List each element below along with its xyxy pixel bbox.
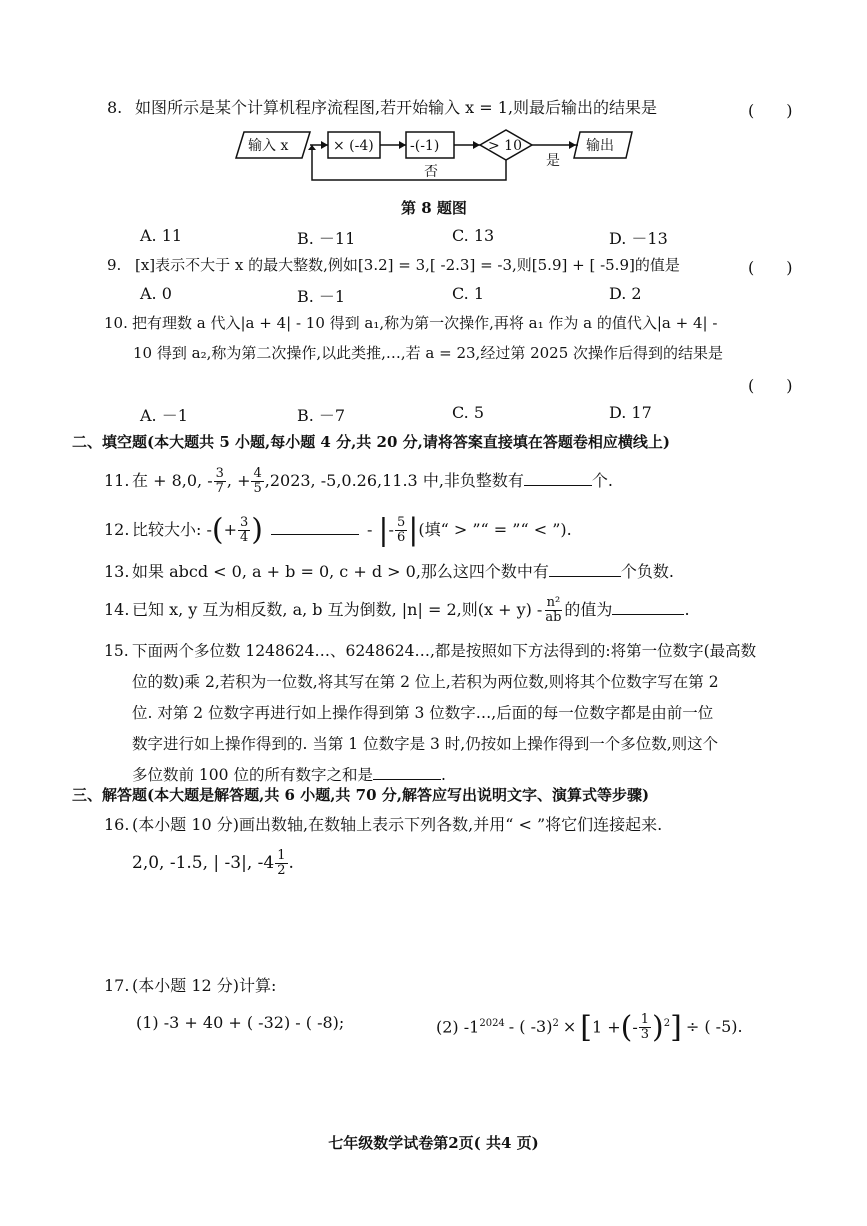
q13-end: 个负数. — [620, 562, 675, 581]
fraction — [214, 467, 226, 496]
times-sign: × — [562, 1017, 577, 1037]
option-b: B. －7 — [297, 406, 346, 425]
question-14: 14. 已知 x, y 互为相反数, a, b 互为倒数, |n| = 2,则(x + y) - $\frac{\text{n²}}{ab}$ 的值为 . — [104, 595, 690, 625]
right-paren: ) — [652, 1009, 664, 1045]
q12-pre: 比较大小: - — [132, 520, 212, 539]
question-number: 17. — [104, 976, 130, 995]
q14-end: 的值为 — [564, 600, 613, 619]
option-b: B. －1 — [297, 287, 346, 306]
question-number: 16. — [104, 815, 130, 834]
expr-part: (2) -1 — [436, 1017, 480, 1037]
answer-paren: ( ) — [748, 101, 793, 120]
answer-blank[interactable] — [524, 471, 592, 486]
flow-yes-label: 是 — [546, 153, 560, 169]
question-17-part1: (1) -3 + 40 + ( -32) - ( -8); — [136, 1013, 345, 1032]
numerator: 5 — [396, 515, 406, 530]
exponent: 2024 — [479, 1018, 505, 1029]
option-a: A. 11 — [140, 226, 183, 245]
fraction — [639, 1013, 651, 1042]
question-number: 13. — [104, 562, 130, 581]
answer-blank[interactable] — [373, 765, 441, 780]
denominator: 3 — [640, 1027, 650, 1043]
question-number: 14. — [104, 600, 130, 619]
numerator: n² — [546, 595, 561, 610]
question-9 — [107, 255, 680, 275]
answer-paren: ( ) — [748, 258, 793, 277]
question-text: 下面两个多位数 1248624…、6248624…,都是按照如下方法得到的:将第一位数字(最高数 — [132, 642, 757, 660]
question-text: 如果 abcd < 0, a + b = 0, c + d > 0,那么这四个数中有 — [132, 562, 549, 581]
q11-end: 个. — [591, 471, 614, 490]
question-text: (本小题 10 分)画出数轴,在数轴上表示下列各数,并用“ < ”将它们连接起来. — [132, 815, 663, 834]
left-paren: ( — [211, 512, 224, 548]
question-text: [x]表示不大于 x 的最大整数,例如[3.2] = 3,[ -2.3] = -3,则[5.9] + [ -5.9]的值是 — [135, 256, 680, 274]
question-text: 把有理数 a 代入|a + 4| - 10 得到 a₁,称为第一次操作,再将 a₁ 作为 a 的值代入|a + 4| - — [132, 314, 718, 332]
option-d: D. －13 — [609, 229, 668, 248]
numerator: 4 — [253, 466, 262, 481]
q12-end: (填“ > ”“ = ”“ < ”). — [418, 520, 572, 539]
option-d: D. 2 — [609, 284, 642, 303]
flow-input-label: 输入 x — [248, 138, 289, 154]
answer-blank[interactable] — [271, 520, 359, 535]
expr-part: ÷ ( -5). — [685, 1017, 743, 1037]
denominator: 4 — [240, 530, 249, 545]
section-heading-solve: 三、解答题(本大题是解答题,共 6 小题,共 70 分,解答应写出说明文字、演算式等步骤) — [72, 786, 650, 804]
question-number: 11. — [104, 471, 130, 490]
numerator: 1 — [640, 1012, 650, 1028]
abs-bar-right: | — [408, 512, 419, 548]
question-10-line2: 10 得到 a₂,称为第二次操作,以此类推,…,若 a = 23,经过第 2025 次操作后得到的结果是 — [133, 344, 724, 362]
fraction — [238, 516, 250, 545]
flow-output-label: 输出 — [586, 138, 614, 154]
number-list: 2,0, -1.5, | -3|, -4 — [132, 853, 275, 873]
question-16 — [104, 815, 662, 835]
question-15-line2: 位的数)乘 2,若积为一位数,将其写在第 2 位上,若积为两位数,则将其个位数字写在第 2 — [132, 673, 719, 691]
flow-step1-label: × (-4) — [333, 138, 374, 154]
question-10-line1 — [104, 313, 717, 333]
question-number: 15. — [104, 642, 129, 660]
figure-caption: 第 8 题图 — [401, 199, 467, 217]
minus-sign: - — [632, 1017, 638, 1037]
abs-bar-left: | — [378, 512, 389, 548]
numerator: 3 — [215, 466, 224, 481]
fraction — [275, 849, 287, 878]
left-bracket: [ — [580, 1009, 592, 1045]
flowchart — [230, 124, 650, 186]
question-15-line3: 位. 对第 2 位数字再进行如上操作得到第 3 位数字…,后面的每一位数字都是由前一位 — [132, 704, 714, 722]
exponent: 2 — [663, 1018, 671, 1029]
question-15-line1 — [104, 641, 756, 661]
denominator: 6 — [396, 530, 406, 545]
question-text: 多位数前 100 位的所有数字之和是 — [132, 766, 373, 784]
left-paren: ( — [620, 1009, 633, 1045]
option-a: A. 0 — [140, 284, 172, 303]
numerator: 3 — [240, 515, 249, 530]
question-13 — [104, 562, 674, 582]
q11-post: ,2023, -5,0.26,11.3 中,非负整数有 — [264, 471, 524, 490]
question-text: 如图所示是某个计算机程序流程图,若开始输入 x = 1,则最后输出的结果是 — [135, 98, 658, 117]
question-17-part2 — [436, 1004, 743, 1044]
option-c: C. 1 — [452, 284, 485, 303]
question-15-line5: 多位数前 100 位的所有数字之和是 . — [132, 766, 446, 784]
expr-part: - ( -3) — [508, 1017, 553, 1037]
question-12: 12. 比较大小: -(+ $\frac{3}{4}$ ) - |- $\frac{5}{6}$ |(填“ > ”“ = ”“ < ”). — [104, 512, 572, 548]
flow-cond-label: > 10 — [488, 138, 522, 154]
option-d: D. 17 — [609, 403, 652, 422]
question-15-line4: 数字进行如上操作得到的. 当第 1 位数字是 3 时,仍按如上操作得到一个多位数,则这个 — [132, 735, 719, 753]
numerator: 1 — [277, 848, 286, 863]
q11-pre: 在 + 8,0, - — [132, 471, 213, 490]
denominator: ab — [545, 610, 562, 625]
question-text: 已知 x, y 互为相反数, a, b 互为倒数, |n| = 2,则(x + y) - — [132, 600, 543, 619]
question-11 — [104, 466, 613, 496]
page-footer: 七年级数学试卷第2页( 共4 页) — [328, 1134, 539, 1152]
q11-mid: , + — [226, 471, 251, 490]
section-heading-fill-in: 二、填空题(本大题共 5 小题,每小题 4 分,共 20 分,请将答案直接填在答题卷相应横线上) — [72, 433, 670, 451]
fraction — [251, 467, 263, 496]
question-8 — [107, 98, 657, 118]
question-number: 9. — [107, 256, 122, 274]
question-number: 12. — [104, 520, 130, 539]
denominator: 2 — [277, 863, 286, 878]
q12-mid: - — [367, 520, 373, 539]
fraction — [395, 516, 407, 545]
question-17 — [104, 976, 276, 996]
right-bracket: ] — [670, 1009, 682, 1045]
right-paren: ) — [251, 512, 264, 548]
expr-part: 1 + — [591, 1017, 621, 1037]
question-number: 8. — [107, 98, 123, 117]
fraction — [543, 596, 563, 625]
answer-blank[interactable] — [549, 562, 621, 577]
answer-blank[interactable] — [612, 600, 684, 615]
flow-no-label: 否 — [424, 164, 438, 180]
option-b: B. －11 — [297, 229, 356, 248]
denominator: 5 — [253, 481, 262, 496]
question-16-numbers: 2,0, -1.5, | -3|, -4 $\frac{1}{2}$ . — [132, 848, 294, 878]
answer-paren: ( ) — [748, 376, 793, 395]
question-text: (本小题 12 分)计算: — [132, 976, 277, 995]
question-number: 10. — [104, 314, 128, 332]
option-c: C. 5 — [452, 403, 485, 422]
flow-step2-label: -(-1) — [410, 138, 440, 154]
option-c: C. 13 — [452, 226, 495, 245]
option-a: A. －1 — [140, 406, 188, 425]
denominator: 7 — [215, 481, 224, 496]
exponent: 2 — [552, 1018, 559, 1029]
